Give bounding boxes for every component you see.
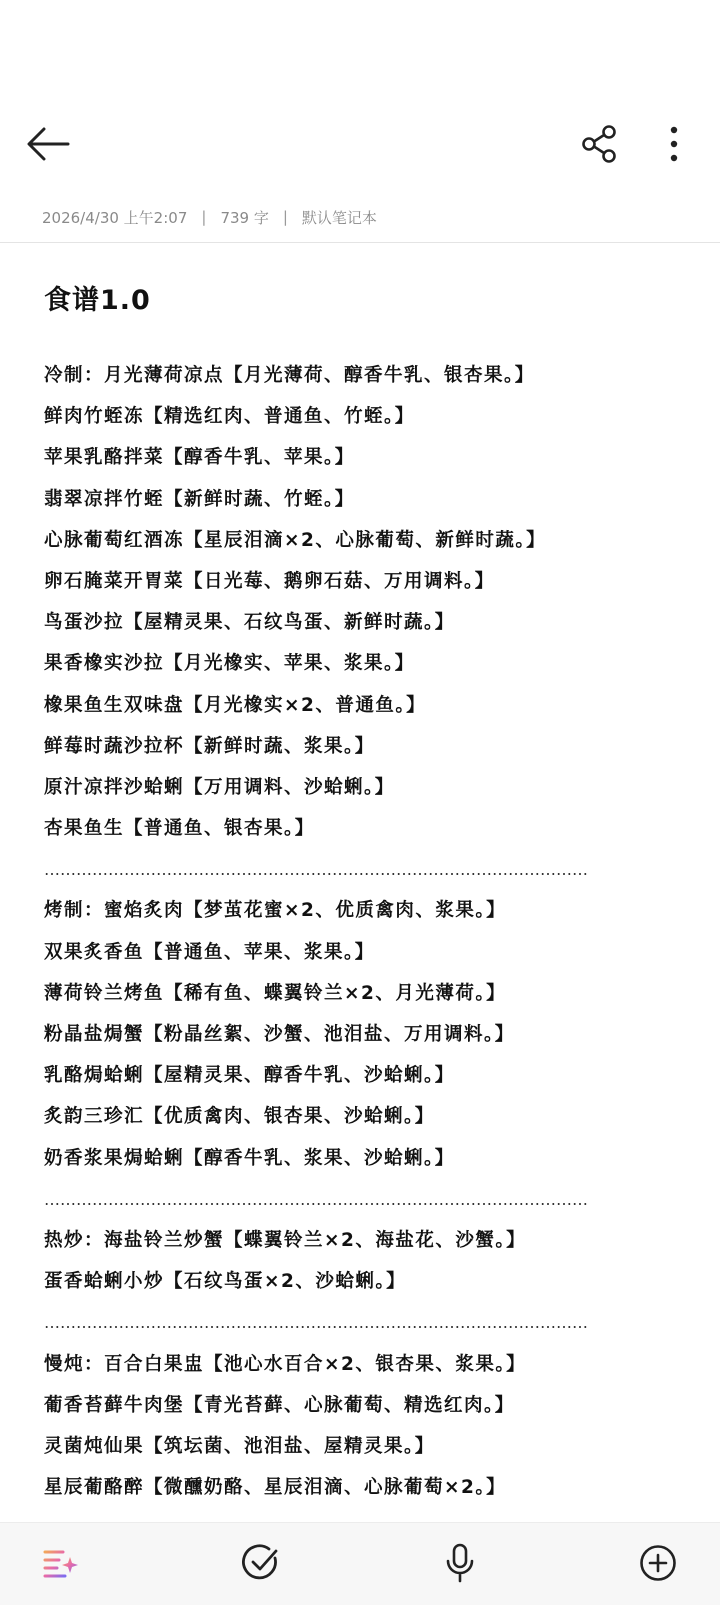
add-button[interactable] bbox=[630, 1535, 686, 1591]
note-line: 橡果鱼生双味盘【月光橡实×2、普通鱼。】 bbox=[44, 694, 427, 716]
meta-separator: | bbox=[282, 208, 288, 226]
note-line: 双果炙香鱼【普通鱼、苹果、浆果。】 bbox=[44, 941, 375, 963]
arrow-left-icon bbox=[26, 126, 70, 162]
note-line: 奶香浆果焗蛤蜊【醇香牛乳、浆果、沙蛤蜊。】 bbox=[44, 1147, 455, 1169]
note-body[interactable] bbox=[44, 355, 684, 1508]
note-date: 2026/4/30 上午2:07 bbox=[42, 208, 188, 227]
note-line: 热炒：海盐铃兰炒蟹【蝶翼铃兰×2、海盐花、沙蟹。】 bbox=[44, 1229, 527, 1251]
checklist-button[interactable] bbox=[233, 1535, 289, 1591]
note-line: 蛋香蛤蜊小炒【石纹鸟蛋×2、沙蛤蜊。】 bbox=[44, 1271, 407, 1293]
ai-sparkle-list-icon bbox=[43, 1547, 79, 1579]
note-word-count: 739 字 bbox=[220, 208, 269, 227]
note-line: 灵菌炖仙果【筑坛菌、池泪盐、屋精灵果。】 bbox=[44, 1435, 435, 1457]
note-title[interactable]: 食谱1.0 bbox=[44, 285, 151, 316]
note-line: 苹果乳酪拌菜【醇香牛乳、苹果。】 bbox=[44, 447, 355, 469]
note-line: 卵石腌菜开胃菜【日光莓、鹅卵石菇、万用调料。】 bbox=[44, 570, 495, 592]
note-line: 炙韵三珍汇【优质禽肉、银杏果、沙蛤蜊。】 bbox=[44, 1106, 435, 1128]
voice-input-button[interactable] bbox=[432, 1535, 488, 1591]
bottom-toolbar bbox=[0, 1522, 720, 1605]
note-line: 粉晶盐焗蟹【粉晶丝絮、沙蟹、池泪盐、万用调料。】 bbox=[44, 1024, 515, 1045]
section-separator-line: ………………………………………………………………………………………… bbox=[44, 1313, 588, 1333]
note-line: 翡翠凉拌竹蛭【新鲜时蔬、竹蛭。】 bbox=[44, 488, 355, 510]
more-button[interactable] bbox=[646, 116, 702, 172]
note-line: 心脉葡萄红酒冻【星辰泪滴×2、心脉葡萄、新鲜时蔬。】 bbox=[44, 529, 547, 551]
ai-assistant-button[interactable] bbox=[33, 1535, 89, 1591]
note-line: 冷制：月光薄荷凉点【月光薄荷、醇香牛乳、银杏果。】 bbox=[44, 365, 535, 386]
note-line: 慢炖：百合白果盅【池心水百合×2、银杏果、浆果。】 bbox=[44, 1353, 527, 1375]
share-icon bbox=[580, 124, 620, 164]
note-line: 鲜莓时蔬沙拉杯【新鲜时蔬、浆果。】 bbox=[44, 735, 375, 757]
note-line: 星辰葡酪醉【微醺奶酪、星辰泪滴、心脉葡萄×2。】 bbox=[44, 1477, 507, 1499]
note-meta bbox=[42, 203, 682, 231]
share-button[interactable] bbox=[572, 116, 628, 172]
back-button[interactable] bbox=[18, 116, 78, 172]
section-separator-line: ………………………………………………………………………………………… bbox=[44, 1189, 588, 1209]
checkmark-circle-icon bbox=[242, 1544, 280, 1582]
note-line: 果香橡实沙拉【月光橡实、苹果、浆果。】 bbox=[44, 653, 415, 675]
note-line: 薄荷铃兰烤鱼【稀有鱼、蝶翼铃兰×2、月光薄荷。】 bbox=[44, 982, 507, 1004]
note-line: 杏果鱼生【普通鱼、银杏果。】 bbox=[44, 818, 315, 840]
meta-separator: | bbox=[201, 208, 207, 226]
note-line: 鸟蛋沙拉【屋精灵果、石纹鸟蛋、新鲜时蔬。】 bbox=[44, 612, 455, 634]
note-line: 葡香苔藓牛肉堡【青光苔藓、心脉葡萄、精选红肉。】 bbox=[44, 1394, 515, 1416]
microphone-icon bbox=[444, 1543, 476, 1583]
note-line: 原汁凉拌沙蛤蜊【万用调料、沙蛤蜊。】 bbox=[44, 776, 395, 798]
note-line: 乳酪焗蛤蜊【屋精灵果、醇香牛乳、沙蛤蜊。】 bbox=[44, 1065, 455, 1087]
note-notebook[interactable]: 默认笔记本 bbox=[301, 208, 377, 227]
top-toolbar bbox=[0, 110, 720, 180]
more-vertical-icon bbox=[668, 126, 680, 162]
plus-circle-icon bbox=[639, 1544, 677, 1582]
note-line: 鲜肉竹蛭冻【精选红肉、普通鱼、竹蛭。】 bbox=[44, 406, 415, 428]
header-divider bbox=[0, 242, 720, 243]
note-line: 烤制：蜜焰炙肉【梦茧花蜜×2、优质禽肉、浆果。】 bbox=[44, 900, 507, 922]
section-separator-line: ………………………………………………………………………………………… bbox=[44, 860, 588, 880]
